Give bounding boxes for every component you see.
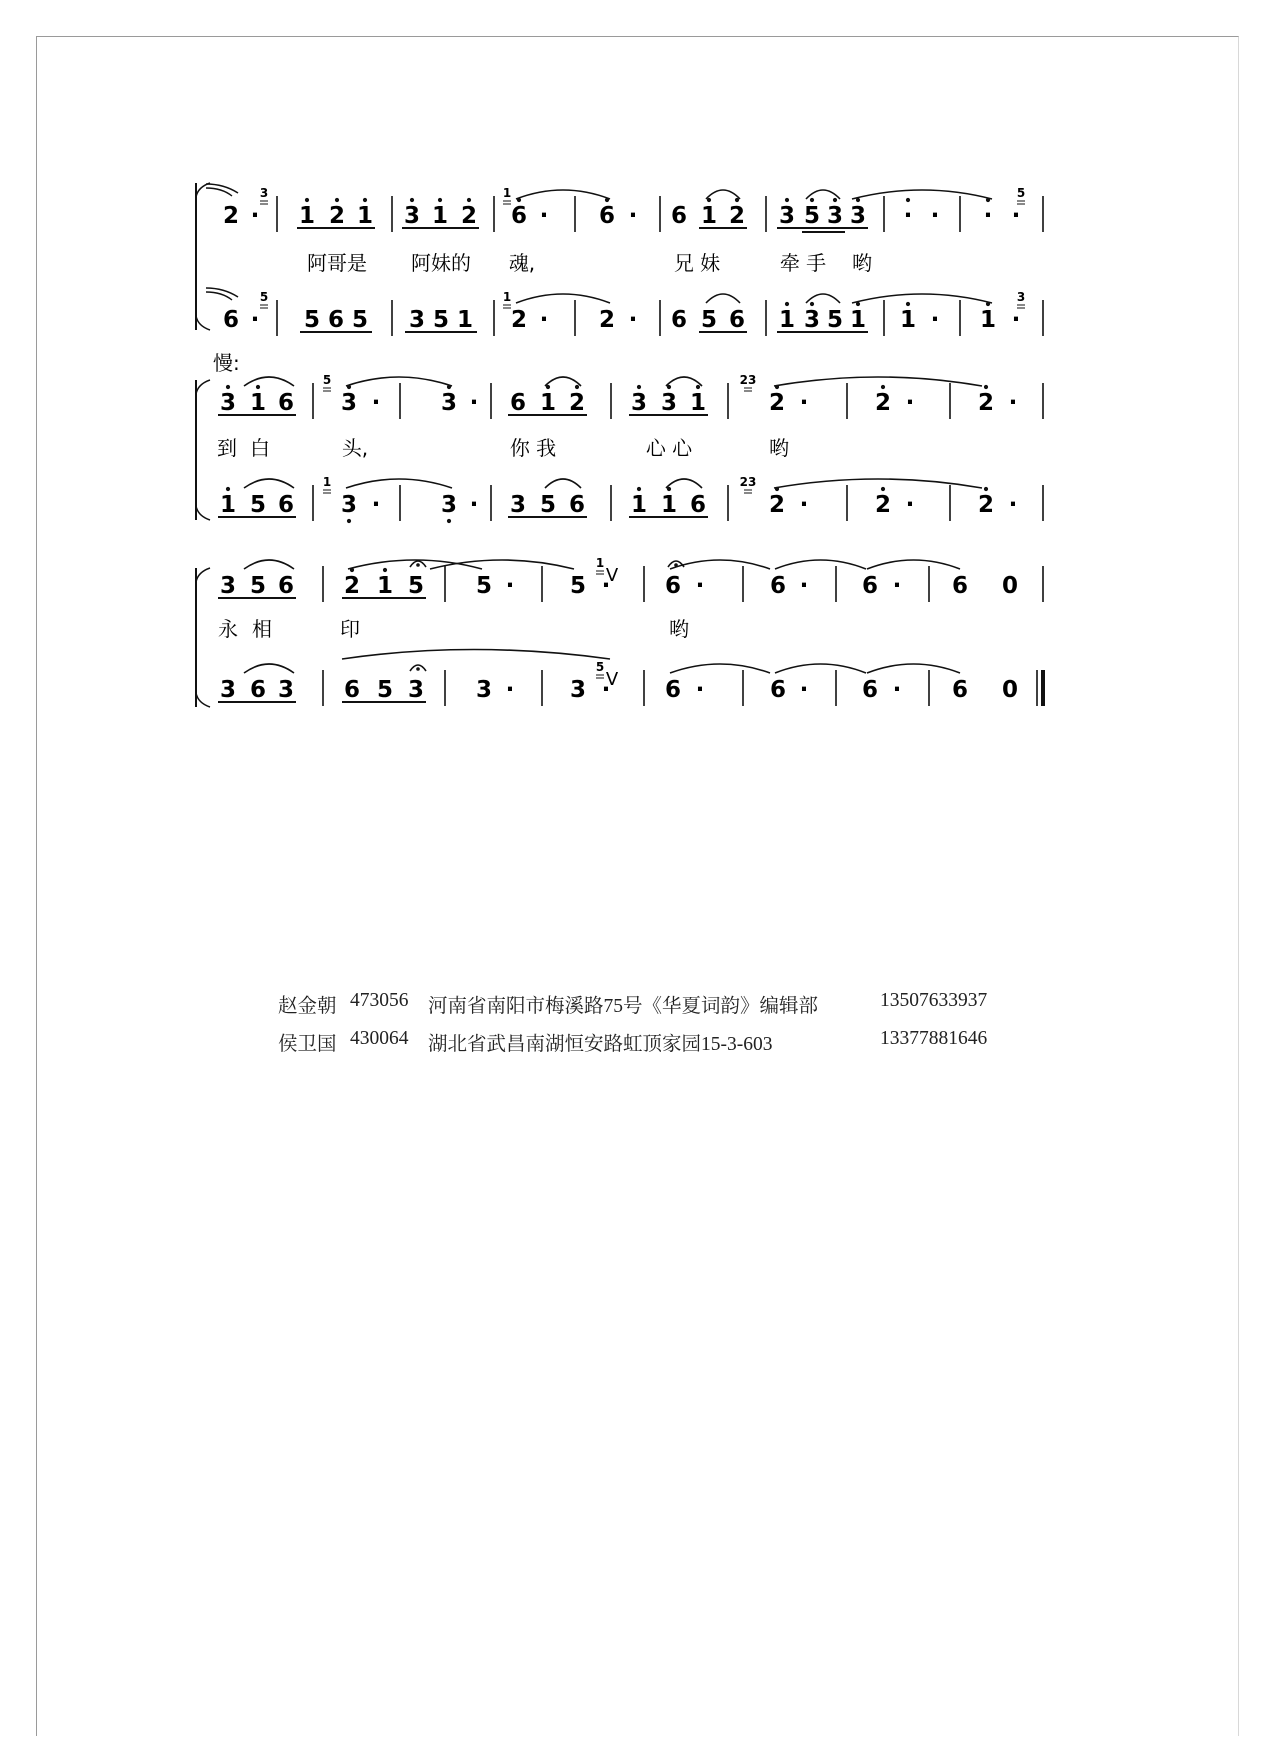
note: 1: [539, 390, 557, 416]
note: 1: [298, 203, 316, 229]
note: 2: [728, 203, 746, 229]
note: 2: [460, 203, 478, 229]
octave-dot-high: [226, 385, 230, 389]
note: 2: [598, 307, 616, 333]
duration-dot: ·: [1008, 390, 1018, 416]
note: 6: [664, 573, 682, 599]
lyric: 阿哥是: [307, 251, 367, 275]
system-bracket-hook: [196, 380, 210, 394]
lyric: 到: [217, 436, 237, 460]
grace-note: 23: [739, 373, 757, 387]
lyric: 魂,: [508, 251, 536, 275]
octave-dot-high: [696, 385, 700, 389]
tie-slur: [516, 294, 610, 303]
duration-dot: ·: [628, 307, 638, 333]
note: 2: [343, 573, 361, 599]
note: 6: [222, 307, 240, 333]
note: 3: [219, 573, 237, 599]
note: 3: [660, 390, 678, 416]
lyric: 兄 妹: [673, 251, 721, 275]
note: 1: [630, 492, 648, 518]
contact-row: [278, 1028, 1038, 1066]
octave-dot-high: [881, 385, 885, 389]
contact-address: 湖北省武昌南湖恒安路虹顶家园15-3-603: [428, 1034, 773, 1055]
duration-dot: ·: [601, 677, 611, 703]
duration-dot: ·: [628, 203, 638, 229]
duration-dot: ·: [539, 307, 549, 333]
note: 3: [803, 307, 821, 333]
note: 2: [510, 307, 528, 333]
octave-dot-high: [605, 198, 609, 202]
lyric: 哟: [852, 251, 872, 275]
duration-dot: ·: [250, 307, 260, 333]
duration-dot: ·: [799, 573, 809, 599]
note-group: 5 6 5: [303, 307, 369, 333]
note: 6: [670, 203, 688, 229]
tie-slur: [545, 377, 581, 386]
grace-note: 5: [322, 373, 332, 387]
lyric: 牵 手: [779, 251, 827, 275]
octave-dot-high: [410, 198, 414, 202]
tie-slur: [206, 292, 232, 300]
octave-dot-high: [986, 198, 990, 202]
note: 0: [1001, 573, 1019, 599]
octave-dot-high: [986, 302, 990, 306]
tie-slur: [244, 377, 294, 386]
octave-dot-high: [575, 385, 579, 389]
contact-row: [278, 990, 1038, 1028]
grace-note: 3: [259, 186, 269, 200]
note-group: 3 5 1: [408, 307, 474, 333]
note: 6: [568, 492, 586, 518]
note: 3: [475, 677, 493, 703]
breath-mark: V: [605, 669, 619, 690]
grace-note: 1: [502, 186, 512, 200]
tie-slur: [775, 664, 866, 673]
duration-dot: ·: [250, 203, 260, 229]
note: 3: [219, 677, 237, 703]
tie-slur: [346, 377, 452, 386]
octave-dot-low: [447, 519, 451, 523]
contact-postcode: 473056: [350, 990, 409, 1011]
octave-dot-high: [305, 198, 309, 202]
note: 2: [768, 390, 786, 416]
note: 1: [376, 573, 394, 599]
duration-dot: ·: [905, 390, 915, 416]
system-bracket-hook: [196, 506, 210, 520]
note: 5: [569, 573, 587, 599]
system-bracket-hook: [196, 568, 210, 582]
tie-slur: [775, 560, 866, 569]
duration-dot: ·: [505, 677, 515, 703]
duration-dot: ·: [892, 573, 902, 599]
note: 3: [630, 390, 648, 416]
tempo-marking: 慢:: [213, 351, 240, 375]
grace-note: 5: [259, 290, 269, 304]
octave-dot-high: [363, 198, 367, 202]
lyric: 头,: [341, 436, 369, 460]
tie-slur: [342, 650, 610, 660]
contact-block: [278, 990, 1038, 1066]
duration-dot: ·: [799, 677, 809, 703]
octave-dot-high: [833, 198, 837, 202]
note: 3: [826, 203, 844, 229]
note: 6: [510, 203, 528, 229]
note: 5: [407, 573, 425, 599]
note: 1: [356, 203, 374, 229]
note: 3: [340, 492, 358, 518]
tie-slur: [430, 560, 574, 569]
note: 6: [951, 573, 969, 599]
note: 6: [509, 390, 527, 416]
note: 2: [874, 492, 892, 518]
lyric: 白: [250, 436, 270, 460]
note: 6: [689, 492, 707, 518]
system-bracket-hook: [196, 183, 210, 197]
tie-slur: [670, 664, 770, 673]
tie-slur: [806, 190, 840, 199]
octave-dot-high: [984, 385, 988, 389]
note: 6: [769, 573, 787, 599]
note: 3: [569, 677, 587, 703]
note: 5: [539, 492, 557, 518]
duration-dot: ·: [930, 307, 940, 333]
octave-dot-high: [438, 198, 442, 202]
octave-dot-high: [785, 198, 789, 202]
note: 2: [328, 203, 346, 229]
octave-dot-high: [785, 302, 789, 306]
octave-dot-high: [810, 302, 814, 306]
lyric: 印: [340, 617, 360, 641]
note: ·: [903, 203, 913, 229]
note: 3: [849, 203, 867, 229]
octave-dot-high: [637, 487, 641, 491]
tie-slur: [670, 560, 770, 569]
note: 3: [440, 390, 458, 416]
note: 6: [598, 203, 616, 229]
note: 5: [803, 203, 821, 229]
octave-dot-high: [226, 487, 230, 491]
grace-note: 5: [1016, 186, 1026, 200]
note: 1: [689, 390, 707, 416]
duration-dot: ·: [799, 390, 809, 416]
grace-note: 3: [1016, 290, 1026, 304]
tie-slur: [867, 560, 960, 569]
note: 6: [670, 307, 688, 333]
lyric: 哟: [769, 436, 789, 460]
note: 6: [277, 573, 295, 599]
contact-phone: 13507633937: [880, 990, 988, 1011]
note: 5: [700, 307, 718, 333]
octave-dot-high: [467, 198, 471, 202]
note: 2: [768, 492, 786, 518]
octave-dot-high: [447, 385, 451, 389]
lyric: 哟: [669, 617, 689, 641]
note: 3: [440, 492, 458, 518]
fermata-dot: [416, 667, 420, 671]
lyric: 心 心: [645, 436, 693, 460]
tie-slur: [706, 190, 740, 199]
contact-postcode: 430064: [350, 1028, 409, 1049]
duration-dot: ·: [695, 573, 705, 599]
note: 2: [568, 390, 586, 416]
tie-slur: [545, 479, 581, 488]
octave-dot-high: [906, 198, 910, 202]
score-notation: [196, 183, 1043, 707]
duration-dot: ·: [601, 573, 611, 599]
fermata-dot: [416, 563, 420, 567]
note: 2: [977, 390, 995, 416]
note: 6: [249, 677, 267, 703]
note: 1: [660, 492, 678, 518]
duration-dot: ·: [371, 492, 381, 518]
tie-slur: [244, 664, 294, 673]
tie-slur: [706, 294, 740, 303]
note: 1: [249, 390, 267, 416]
note: 1: [219, 492, 237, 518]
lyric: 相: [252, 617, 272, 641]
note: 3: [509, 492, 527, 518]
octave-dot-high: [256, 385, 260, 389]
note: 1: [899, 307, 917, 333]
duration-dot: ·: [1011, 307, 1021, 333]
note: 5: [475, 573, 493, 599]
note: 6: [664, 677, 682, 703]
note: 3: [340, 390, 358, 416]
lyric: 永: [218, 617, 238, 641]
note: 3: [403, 203, 421, 229]
system-bracket-hook: [196, 693, 210, 707]
duration-dot: ·: [930, 203, 940, 229]
note: 6: [951, 677, 969, 703]
note: 6: [861, 677, 879, 703]
grace-note: 1: [595, 556, 605, 570]
duration-dot: ·: [905, 492, 915, 518]
octave-dot-high: [335, 198, 339, 202]
note: 5: [826, 307, 844, 333]
grace-note: 5: [595, 660, 605, 674]
note: 1: [700, 203, 718, 229]
note: 5: [249, 573, 267, 599]
tie-slur: [666, 479, 702, 488]
duration-dot: ·: [695, 677, 705, 703]
tie-slur: [852, 190, 992, 199]
note: 6: [769, 677, 787, 703]
grace-note: 1: [322, 475, 332, 489]
note: 2: [977, 492, 995, 518]
tie-slur: [867, 664, 960, 673]
octave-dot-high: [984, 487, 988, 491]
note: 2: [874, 390, 892, 416]
octave-dot-low: [347, 519, 351, 523]
note: 6: [728, 307, 746, 333]
note: 6: [277, 492, 295, 518]
duration-dot: ·: [469, 492, 479, 518]
contact-address: 河南省南阳市梅溪路75号《华夏词韵》编辑部: [428, 996, 819, 1017]
tie-slur: [806, 294, 840, 303]
duration-dot: ·: [1008, 492, 1018, 518]
octave-dot-high: [906, 302, 910, 306]
note: 3: [407, 677, 425, 703]
tie-slur: [852, 294, 992, 303]
jianpu-score: [0, 0, 1272, 760]
lyric: 你 我: [509, 436, 557, 460]
grace-note: 1: [502, 290, 512, 304]
note: 3: [219, 390, 237, 416]
octave-dot-high: [637, 385, 641, 389]
duration-dot: ·: [505, 573, 515, 599]
octave-dot-high: [383, 568, 387, 572]
duration-dot: ·: [1011, 203, 1021, 229]
grace-note: 23: [739, 475, 757, 489]
duration-dot: ·: [469, 390, 479, 416]
note: 0: [1001, 677, 1019, 703]
note: 2: [222, 203, 240, 229]
breath-mark: V: [605, 565, 619, 586]
lyric: 阿妹的: [411, 251, 471, 275]
note: 6: [343, 677, 361, 703]
duration-dot: ·: [371, 390, 381, 416]
tie-slur: [666, 377, 702, 386]
tie-slur: [346, 479, 452, 488]
contact-name: 赵金朝: [278, 996, 337, 1017]
octave-dot-high: [881, 487, 885, 491]
note: 3: [277, 677, 295, 703]
note: 3: [778, 203, 796, 229]
note: 1: [431, 203, 449, 229]
tie-slur: [244, 560, 294, 569]
tie-slur: [516, 190, 610, 199]
note: 6: [277, 390, 295, 416]
note: 5: [376, 677, 394, 703]
note: 1: [778, 307, 796, 333]
note: 5: [249, 492, 267, 518]
note: 1: [979, 307, 997, 333]
note: 1: [849, 307, 867, 333]
duration-dot: ·: [799, 492, 809, 518]
system-bracket-hook: [196, 316, 210, 330]
note: 6: [861, 573, 879, 599]
tie-slur: [206, 188, 232, 196]
duration-dot: ·: [892, 677, 902, 703]
contact-phone: 13377881646: [880, 1028, 988, 1049]
note: ·: [983, 203, 993, 229]
tie-slur: [244, 479, 294, 488]
duration-dot: ·: [539, 203, 549, 229]
contact-name: 侯卫国: [278, 1034, 337, 1055]
octave-dot-high: [810, 198, 814, 202]
